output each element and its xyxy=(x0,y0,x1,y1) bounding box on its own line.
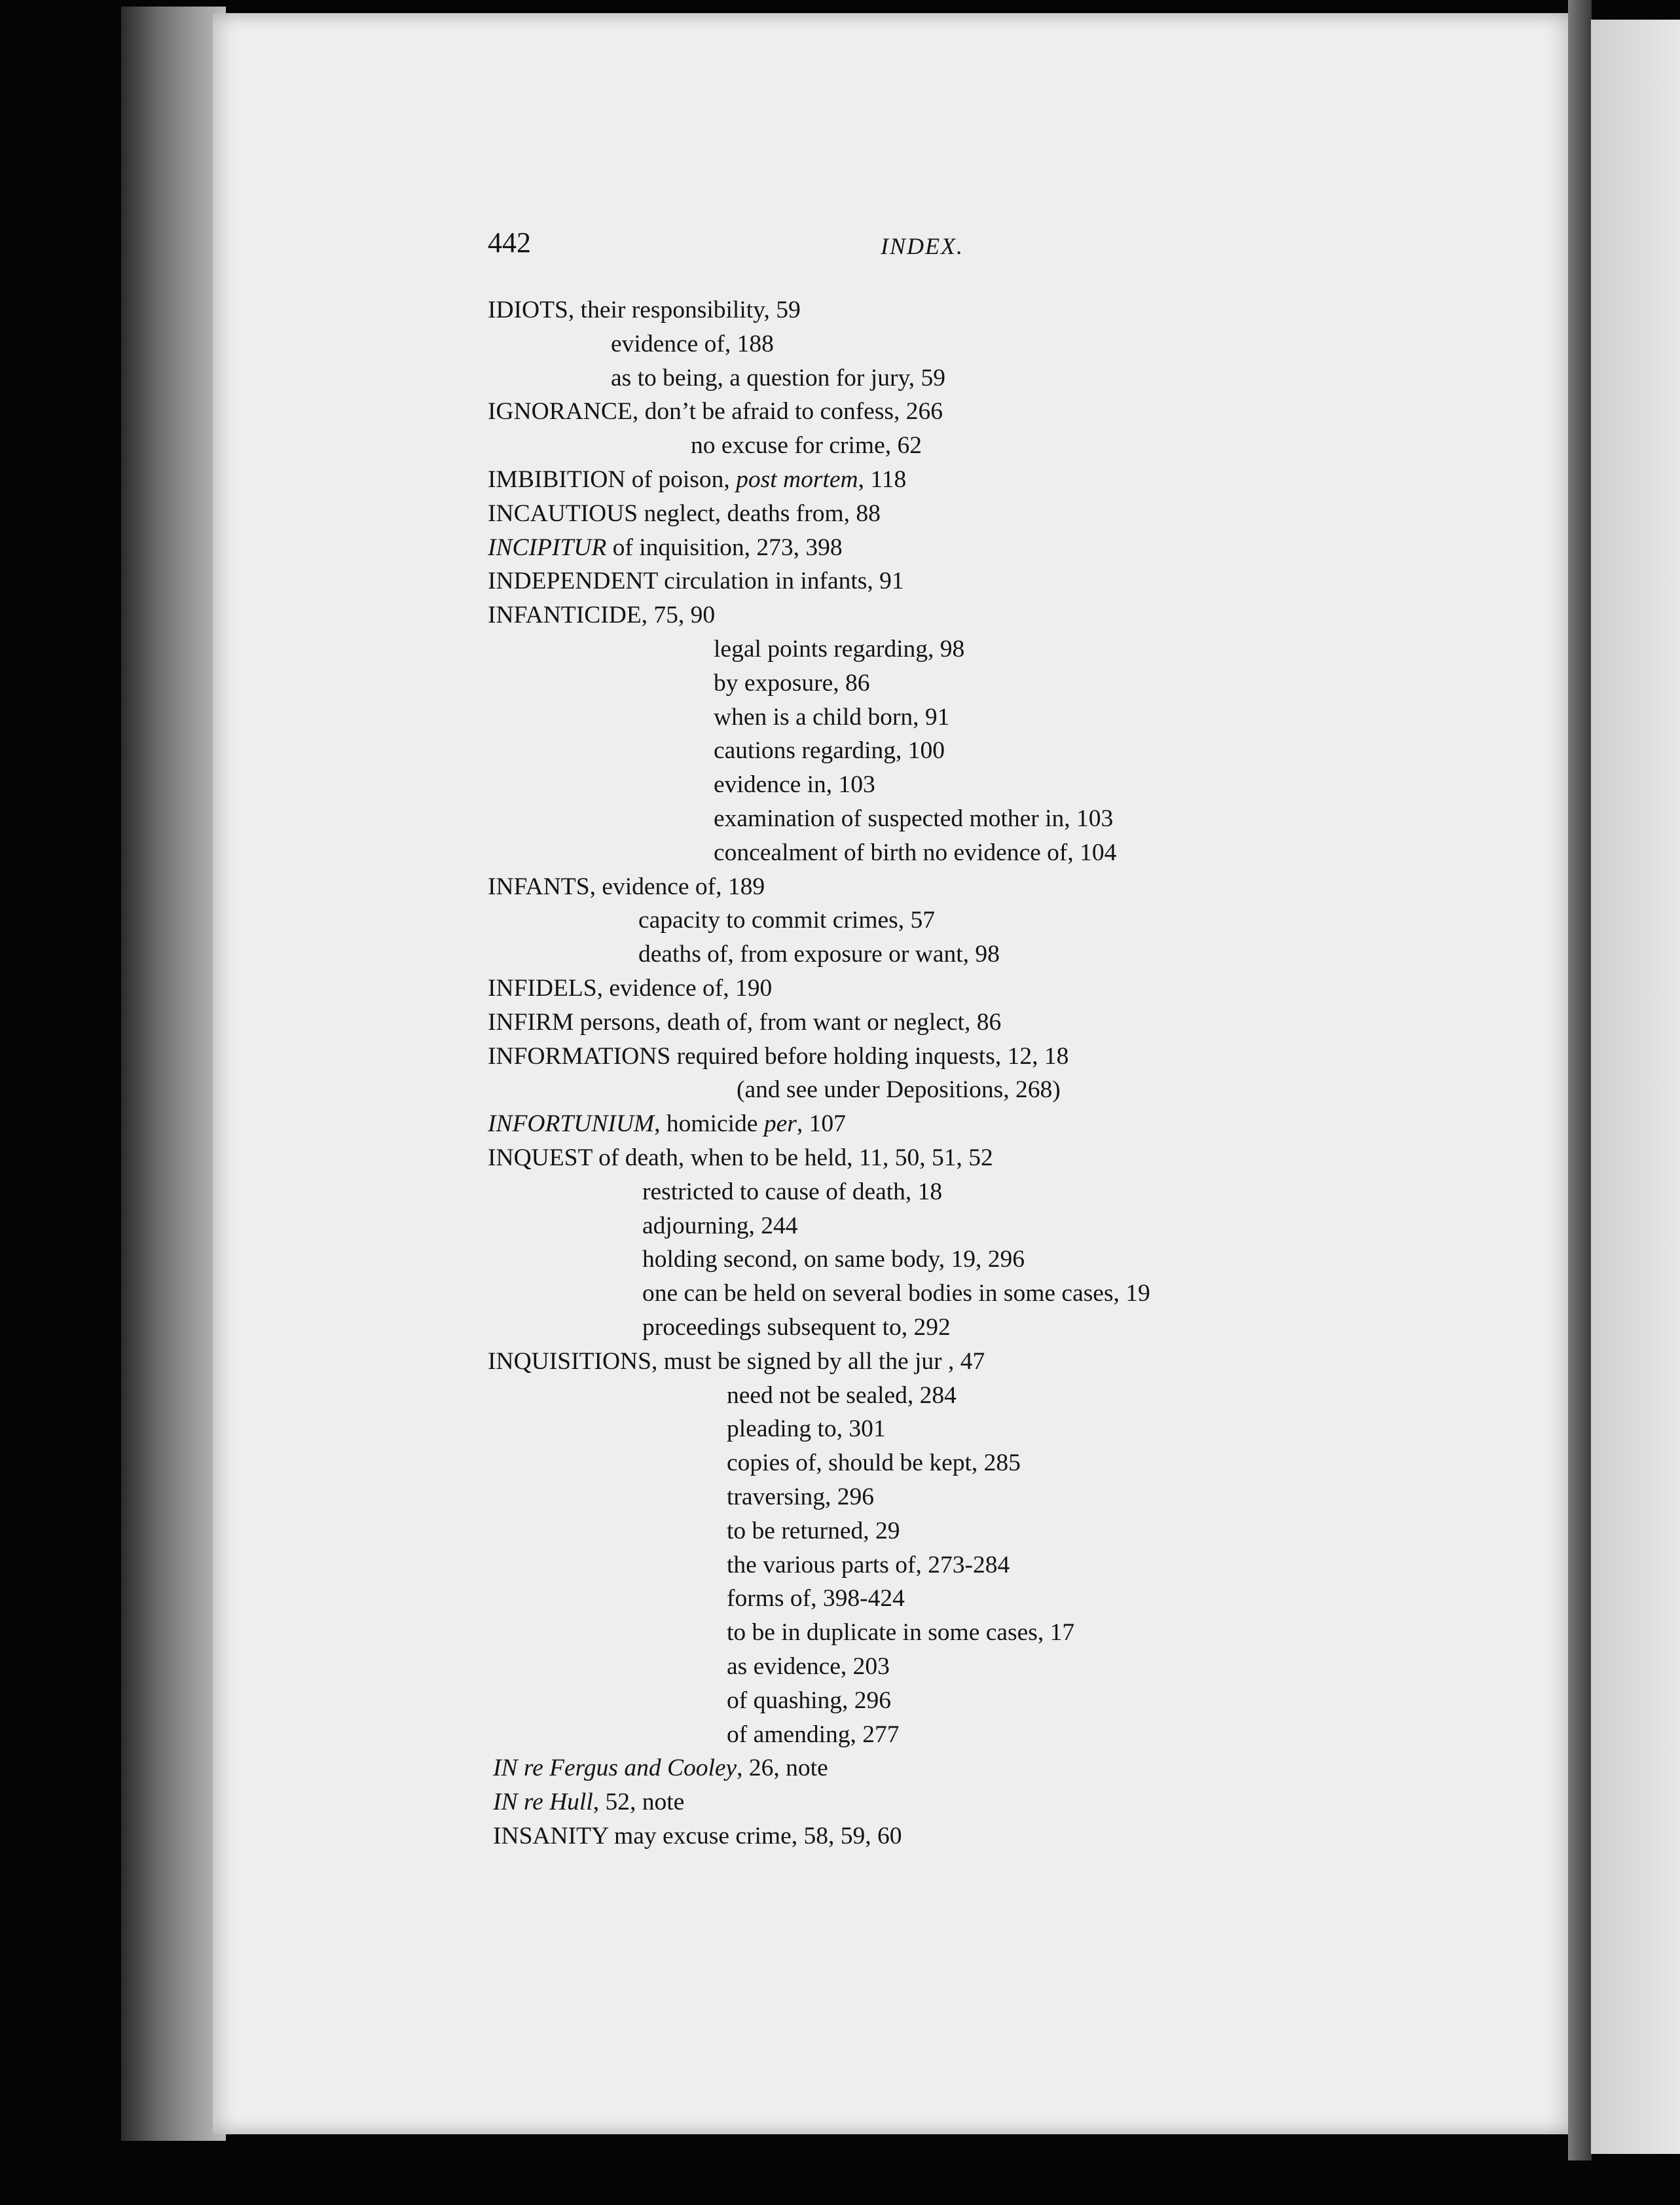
italic-text: INCIPITUR xyxy=(488,534,607,561)
entry-text: deaths of, from exposure or want, 98 xyxy=(638,941,1000,968)
index-subentry xyxy=(611,330,774,358)
entry-text: one can be held on several bodies in some cases, 19 xyxy=(642,1280,1150,1307)
italic-text: per xyxy=(763,1110,797,1138)
index-subentry xyxy=(737,1076,1061,1104)
entry-text: copies of, should be kept, 285 xyxy=(727,1449,1021,1477)
index-entry xyxy=(488,500,881,528)
index-entry xyxy=(488,1347,985,1376)
entry-text: of amending, 277 xyxy=(727,1721,900,1748)
entry-text: INFANTICIDE, 75, 90 xyxy=(488,602,716,629)
index-subentry xyxy=(727,1584,905,1613)
book-page xyxy=(213,13,1575,2134)
index-subentry xyxy=(714,737,945,765)
italic-text: IN re Hull xyxy=(493,1789,593,1816)
entry-text: IGNORANCE, don’t be afraid to confess, 266 xyxy=(488,398,943,426)
entry-text: proceedings subsequent to, 292 xyxy=(642,1314,951,1341)
entry-text: holding second, on same body, 19, 296 xyxy=(642,1246,1025,1273)
entry-text: legal points regarding, 98 xyxy=(714,636,965,663)
entry-text: INDEPENDENT circulation in infants, 91 xyxy=(488,568,904,595)
index-entry xyxy=(493,1788,684,1816)
entry-text: IMBIBITION of poison, xyxy=(488,466,737,493)
gutter-shadow xyxy=(1568,0,1592,2160)
index-entry xyxy=(493,1754,828,1782)
entry-text: INFORMATIONS required before holding inquests, 12, 18 xyxy=(488,1042,1069,1070)
entry-text: restricted to cause of death, 18 xyxy=(642,1178,943,1205)
index-subentry xyxy=(727,1551,1010,1579)
entry-text: evidence of, 188 xyxy=(611,330,774,357)
page-header xyxy=(488,226,998,265)
index-subentry xyxy=(714,703,949,731)
entry-text: cautions regarding, 100 xyxy=(714,737,945,765)
index-subentry xyxy=(727,1517,900,1545)
index-entry xyxy=(488,567,904,595)
entry-text: , 107 xyxy=(796,1110,846,1138)
book-page-edges xyxy=(121,7,226,2141)
index-subentry xyxy=(714,771,875,799)
entry-text: , homicide xyxy=(654,1110,764,1138)
index-subentry xyxy=(642,1313,951,1341)
index-entry xyxy=(488,1144,993,1172)
italic-text: post mortem xyxy=(736,466,858,493)
index-entry xyxy=(488,601,715,629)
entry-text: when is a child born, 91 xyxy=(714,703,950,731)
entry-text: adjourning, 244 xyxy=(642,1212,798,1239)
entry-text: of inquisition, 273, 398 xyxy=(606,534,843,561)
entry-text: the various parts of, 273-284 xyxy=(727,1551,1010,1578)
index-subentry xyxy=(727,1686,891,1715)
index-subentry xyxy=(714,635,964,663)
entry-text: forms of, 398-424 xyxy=(727,1585,905,1613)
entry-text: concealment of birth no evidence of, 104 xyxy=(714,839,1117,866)
entry-text: , 52, note xyxy=(593,1789,685,1816)
running-head: INDEX. xyxy=(881,233,964,259)
index-subentry xyxy=(727,1483,874,1511)
entry-text: INCAUTIOUS neglect, deaths from, 88 xyxy=(488,500,881,527)
index-subentry xyxy=(727,1721,900,1749)
entry-text: no excuse for crime, 62 xyxy=(691,432,922,460)
entry-text: of quashing, 296 xyxy=(727,1686,892,1714)
entry-text: INSANITY may excuse crime, 58, 59, 60 xyxy=(493,1823,902,1850)
index-subentry xyxy=(727,1381,957,1410)
index-subentry xyxy=(642,1245,1025,1273)
entry-text: to be returned, 29 xyxy=(727,1517,900,1544)
entry-text: IDIOTS, their responsibility, 59 xyxy=(488,297,801,323)
entry-text: to be in duplicate in some cases, 17 xyxy=(727,1619,1075,1647)
entry-text: INFIRM persons, death of, from want or neglect, 86 xyxy=(488,1008,1002,1036)
index-entry xyxy=(488,397,943,426)
entry-text: need not be sealed, 284 xyxy=(727,1381,957,1409)
index-entry xyxy=(488,534,843,562)
entry-text: INFANTS, evidence of, 189 xyxy=(488,873,765,900)
index-subentry xyxy=(714,805,1113,833)
index-subentry xyxy=(727,1652,890,1681)
index-subentry xyxy=(714,669,870,697)
index-entry xyxy=(488,296,801,324)
index-subentry xyxy=(714,839,1116,867)
index-subentry xyxy=(727,1415,886,1443)
index-subentry xyxy=(642,1212,797,1240)
entry-text: , 118 xyxy=(858,466,907,493)
index-subentry xyxy=(727,1449,1021,1477)
index-subentry xyxy=(611,364,945,392)
index-subentry xyxy=(691,431,922,460)
entry-text: traversing, 296 xyxy=(727,1484,874,1510)
entry-text: pleading to, 301 xyxy=(727,1415,886,1443)
index-entry xyxy=(493,1822,902,1850)
entry-text: by exposure, 86 xyxy=(714,669,870,697)
entry-text: capacity to commit crimes, 57 xyxy=(638,907,935,934)
entry-text: INFIDELS, evidence of, 190 xyxy=(488,975,773,1002)
index-subentry xyxy=(727,1618,1074,1647)
entry-text: INQUISITIONS, must be signed by all the jur , 47 xyxy=(488,1347,985,1375)
index-subentry xyxy=(638,906,935,934)
page-number: 442 xyxy=(488,227,531,259)
facing-page-edge xyxy=(1591,20,1680,2154)
entry-text: , 26, note xyxy=(737,1755,828,1782)
index-entry xyxy=(488,465,906,494)
index-subentry xyxy=(642,1279,1150,1307)
entry-text: evidence in, 103 xyxy=(714,771,875,799)
entry-text: as evidence, 203 xyxy=(727,1653,890,1680)
entry-text: examination of suspected mother in, 103 xyxy=(714,805,1114,832)
italic-text: INFORTUNIUM xyxy=(488,1110,655,1138)
index-subentry xyxy=(638,940,1000,968)
italic-text: IN re Fergus and Cooley xyxy=(493,1755,737,1782)
index-subentry xyxy=(642,1178,942,1206)
entry-text: (and see under Depositions, 268) xyxy=(737,1076,1061,1104)
index-entry xyxy=(488,1008,1001,1036)
entry-text: as to being, a question for jury, 59 xyxy=(611,364,946,392)
entry-text: INQUEST of death, when to be held, 11, 50, 51, 52 xyxy=(488,1144,993,1171)
index-entry xyxy=(488,1042,1068,1070)
index-entry xyxy=(488,873,765,901)
index-entry xyxy=(488,974,772,1002)
index-entry xyxy=(488,1110,846,1138)
